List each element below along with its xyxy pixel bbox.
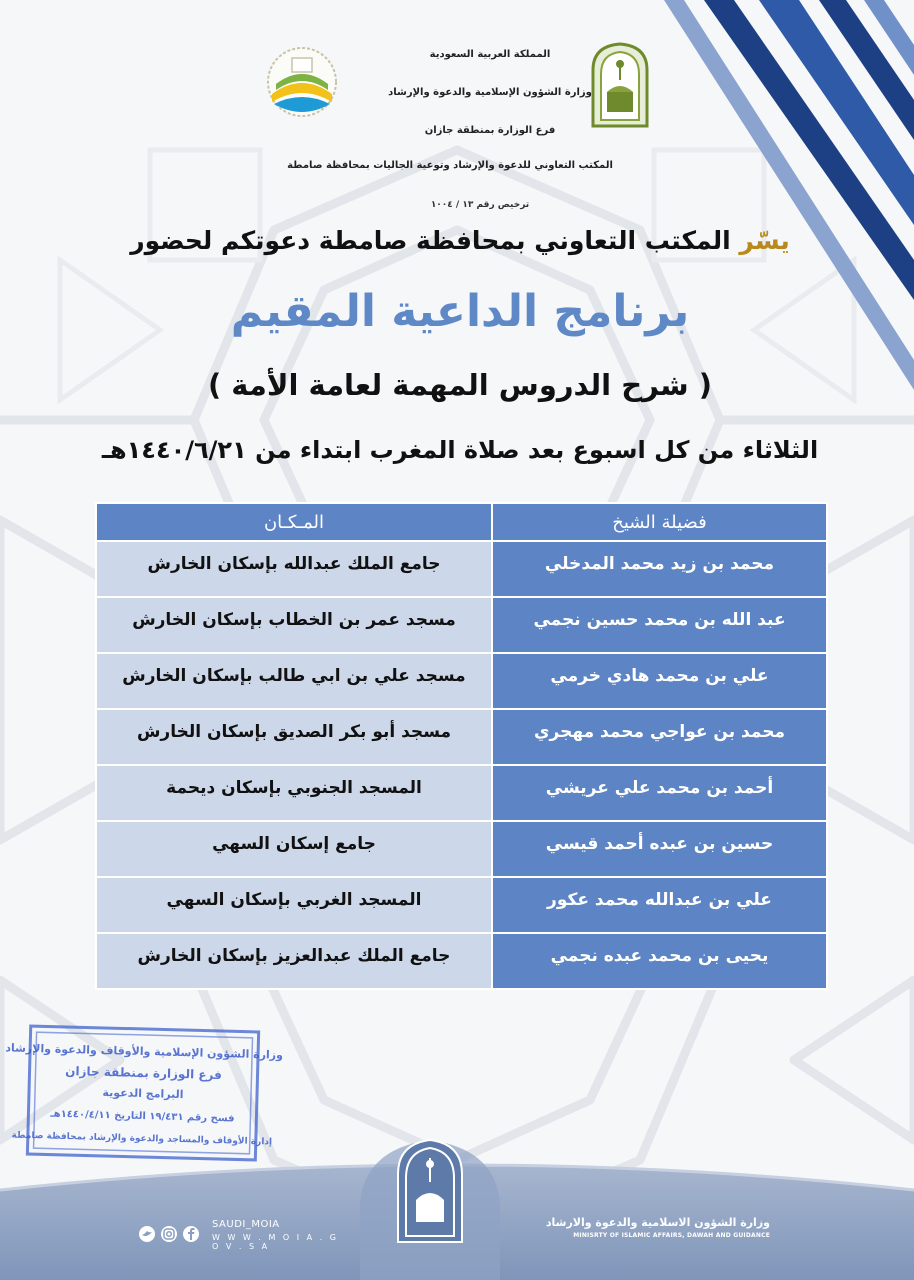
place-cell: المسجد الجنوبي بإسكان ديحمة (96, 765, 492, 821)
place-cell: مسجد علي بن ابي طالب بإسكان الخارش (96, 653, 492, 709)
place-cell: مسجد أبو بكر الصديق بإسكان الخارش (96, 709, 492, 765)
instagram-icon (161, 1226, 177, 1242)
sheikh-cell: علي بن محمد هادي خرمي (492, 653, 827, 709)
dawah-office-logo-icon (262, 42, 342, 132)
twitter-icon (139, 1226, 155, 1242)
table-row (96, 765, 827, 821)
place-cell: مسجد عمر بن الخطاب بإسكان الخارش (96, 597, 492, 653)
sheikh-cell: يحيى بن محمد عبده نجمي (492, 933, 827, 989)
sheikh-cell: علي بن عبدالله محمد عكور (492, 877, 827, 933)
footer-ministry-english: MINISRTY OF ISLAMIC AFFAIRS, DAWAH AND GUIDANCE (573, 1232, 770, 1239)
license-number: ترخيص رقم ١٣ / ١٠٠٤ (430, 200, 530, 210)
stamp-line-2: فرع الوزارة بمنطقة جازان (65, 1063, 223, 1083)
table-header-row (96, 503, 827, 541)
sheikh-cell: عبد الله بن محمد حسين نجمي (492, 597, 827, 653)
place-cell: جامع الملك عبدالله بإسكان الخارش (96, 541, 492, 597)
office-name: المكتب التعاوني للدعوة والإرشاد وتوعية الجاليات بمحافظة صامطة (287, 160, 613, 171)
table-row (96, 709, 827, 765)
table-row (96, 541, 827, 597)
sheikh-cell: أحمد بن محمد علي عريشي (492, 765, 827, 821)
sheikh-cell: حسين بن عبده أحمد قيسي (492, 821, 827, 877)
footer-contact (212, 1219, 342, 1251)
ministry-name: وزارة الشؤون الإسلامية والدعوة والإرشاد (388, 87, 592, 98)
place-cell: المسجد الغربي بإسكان السهي (96, 877, 492, 933)
program-subtitle: ( شرح الدروس المهمة لعامة الأمة ) (207, 368, 713, 402)
sheikh-cell: محمد بن زيد محمد المدخلي (492, 541, 827, 597)
sheikh-cell: محمد بن عواجي محمد مهجري (492, 709, 827, 765)
program-title: برنامج الداعية المقيم (230, 286, 690, 337)
header-sheikh: فضيلة الشيخ (492, 503, 827, 541)
invitation-first-word: يسّر (739, 226, 790, 255)
footer-ministry (530, 1216, 770, 1239)
facebook-icon (183, 1226, 199, 1242)
footer-ministry-arabic: وزارة الشؤون الاسلامية والدعوة والارشاد (545, 1216, 770, 1229)
stamp-line-5: إدارة الأوقاف والمساجد والدعوة والإرشاد بمحافظة صامطة (11, 1130, 273, 1148)
stamp-line-1: وزارة الشؤون الإسلامية والأوقاف والدعوة والإرشاد (5, 1041, 284, 1062)
invitation-line (130, 226, 790, 255)
stamp-line-4: فسح رقم ١٩/٤٣١ التاريخ ١٤٤٠/٤/١١هـ (50, 1108, 235, 1125)
kingdom-name: المملكة العربية السعودية (429, 49, 551, 60)
table-row (96, 597, 827, 653)
sheikh-schedule-table (95, 502, 828, 990)
table-row (96, 821, 827, 877)
table-row (96, 653, 827, 709)
footer-ministry-emblem-icon (392, 1138, 468, 1244)
place-cell: جامع الملك عبدالعزيز بإسكان الخارش (96, 933, 492, 989)
table-row (96, 877, 827, 933)
stamp-line-3: البرامج الدعوية (102, 1085, 184, 1102)
approval-stamp (5, 1025, 284, 1163)
schedule-text: الثلاثاء من كل اسبوع بعد صلاة المغرب ابتداء من ١٤٤٠/٦/٢١هـ (101, 436, 819, 464)
website-link: W W W . M O I A . G O V . S A (212, 1233, 339, 1251)
social-handle: SAUDI_MOIA (212, 1219, 280, 1230)
place-cell: جامع إسكان السهي (96, 821, 492, 877)
table-row (96, 933, 827, 989)
invitation-rest: المكتب التعاوني بمحافظة صامطة دعوتكم لحضور (130, 226, 740, 255)
social-icons (138, 1225, 208, 1243)
header-place: المـكـان (96, 503, 492, 541)
branch-name: فرع الوزارة بمنطقة جازان (424, 125, 556, 136)
